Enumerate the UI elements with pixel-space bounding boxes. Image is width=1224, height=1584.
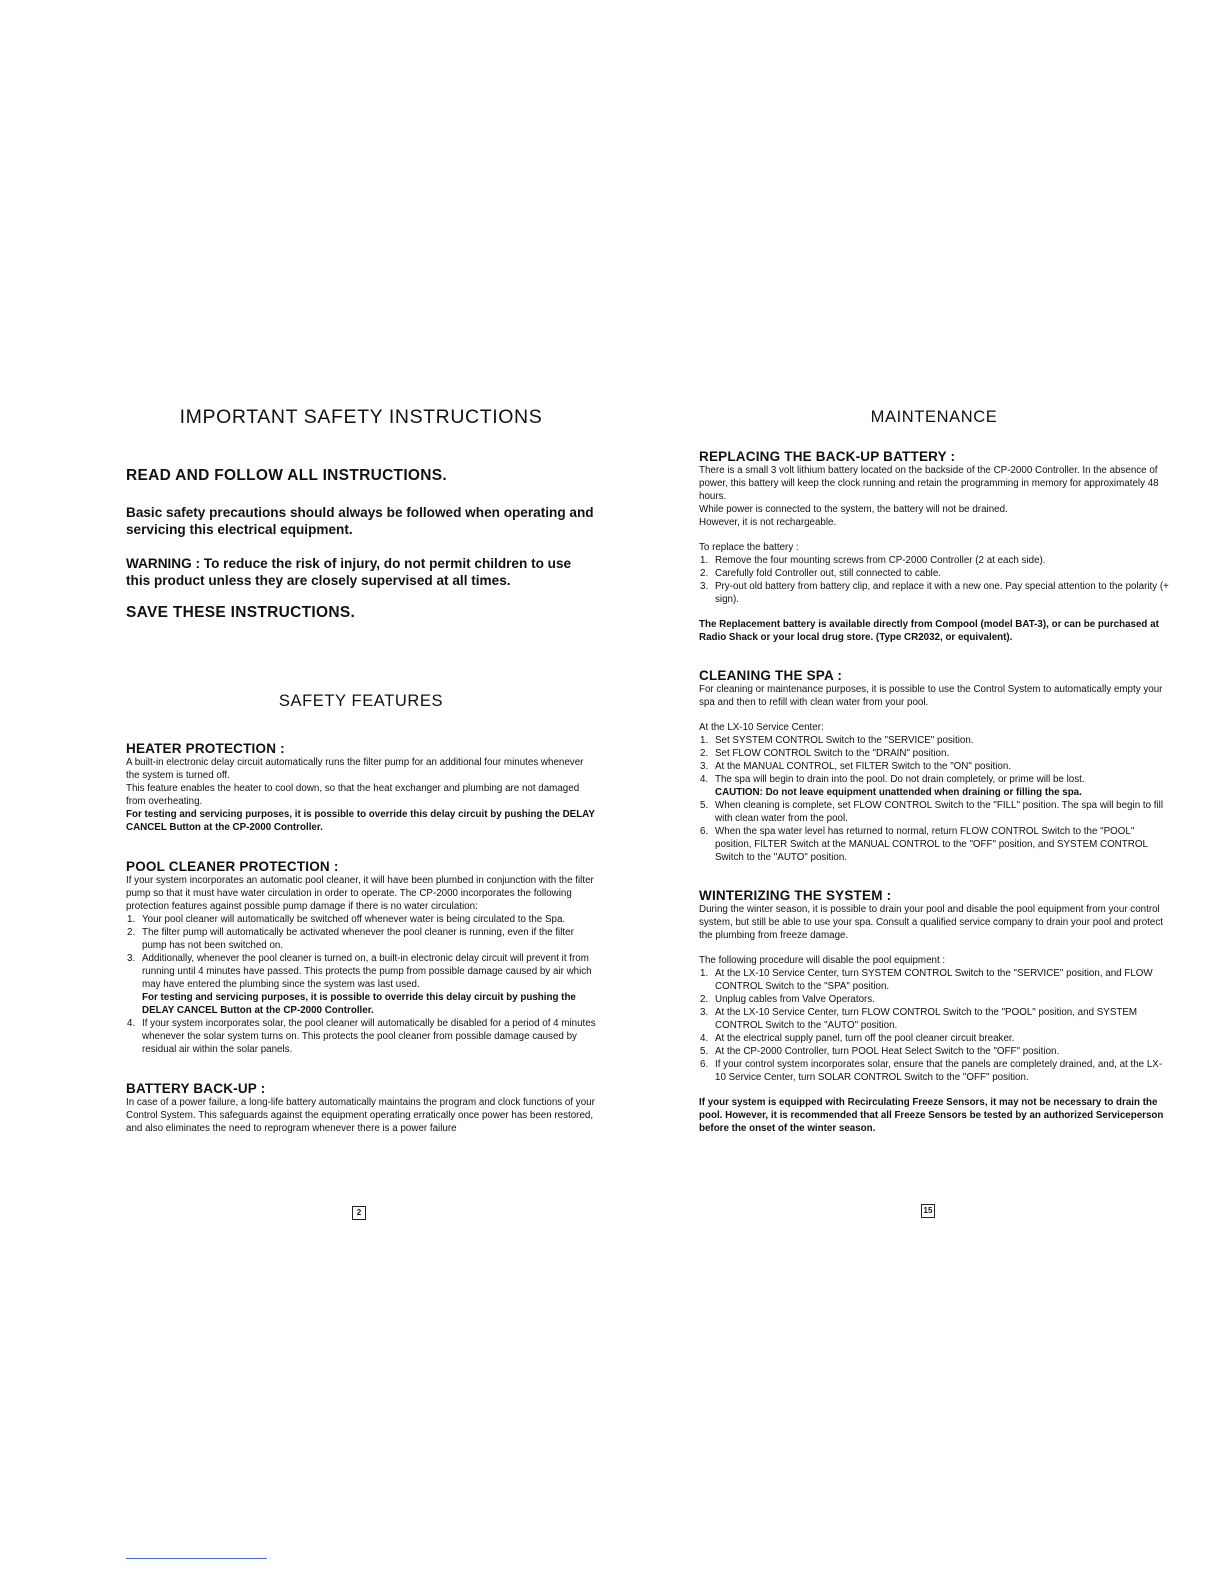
winterizing-p2: The following procedure will disable the pool equipment : <box>699 955 946 966</box>
replacing-p2: While power is connected to the system, the battery will not be drained. <box>699 504 1008 515</box>
to-replace: To replace the battery : <box>699 542 799 553</box>
list-item: 3. Pry-out old battery from battery clip, and replace it with a new one. Pay special attention to the polarity (+ sign). <box>700 581 1169 605</box>
replacing-battery-heading: REPLACING THE BACK-UP BATTERY : <box>699 449 956 464</box>
battery-backup-heading: BATTERY BACK-UP : <box>126 1081 266 1096</box>
safety-features-title: SAFETY FEATURES <box>278 692 444 710</box>
list-item: 4. At the electrical supply panel, turn off the pool cleaner circuit breaker. <box>700 1033 1015 1044</box>
pool-cleaner-intro: If your system incorporates an automatic pool cleaner, it will have been plumbed in conjunction with the filter pump so that it must have water circulation in order to operate. The CP-2000 incorporates the following protection features against possible pump damage if there is no water circulation: <box>126 875 594 912</box>
save-instructions-heading: SAVE THESE INSTRUCTIONS. <box>126 604 356 621</box>
basic-precautions: Basic safety precautions should always be followed when operating and servicing this electrical equipment. <box>126 505 594 537</box>
replacing-p1: There is a small 3 volt lithium battery located on the backside of the CP-2000 Controller. In the absence of power, this battery will keep the clock running and retain the programming in memory for approximately 48 hours. <box>699 465 1159 502</box>
list-item: 3. Additionally, whenever the pool cleaner is turned on, a built-in electronic delay circuit will prevent it from running until 4 minutes have passed. This protects the pump from possible damage caused by air which may have entered the plumbing since the system was last used. For testing and servicing purposes, it is possible to override this delay circuit by pushing the DELAY CANCEL Button at the CP-2000 Controller. <box>127 953 592 1016</box>
list-item: 6. When the spa water level has returned to normal, return FLOW CONTROL Switch to the "POOL" position, FILTER Switch at the MANUAL CONTROL to the "OFF" position, and SYSTEM CONTROL Switch to the "AUTO" position. <box>700 826 1148 863</box>
page-number-right: 15 <box>921 1204 935 1218</box>
warning-text: WARNING : To reduce the risk of injury, do not permit children to use this product unless they are closely supervised at all times. <box>126 556 572 588</box>
maintenance-title: MAINTENANCE <box>870 408 998 426</box>
winterizing-note: If your system is equipped with Recirculating Freeze Sensors, it may not be necessary to drain the pool. However, it is recommended that all Freeze Sensors be tested by an authorized Serviceperson before the onset of the winter season. <box>699 1097 1164 1134</box>
replacing-p3: However, it is not rechargeable. <box>699 517 837 528</box>
list-item: 6. If your control system incorporates solar, ensure that the panels are completely drained, and, at the LX-10 Service Center, turn SOLAR CONTROL Switch to the "OFF" position. <box>700 1059 1163 1083</box>
list-item: 5. When cleaning is complete, set FLOW CONTROL Switch to the "FILL" position. The spa will begin to fill with clean water from the pool. <box>700 800 1164 824</box>
replace-steps <box>699 554 1169 606</box>
footer-rule <box>126 1558 267 1559</box>
pool-cleaner-heading: POOL CLEANER PROTECTION : <box>126 859 339 874</box>
replacement-note: The Replacement battery is available directly from Compool (model BAT-3), or can be purchased at Radio Shack or your local drug store. (Type CR2032, or equivalent). <box>699 619 1159 643</box>
list-item: 3. At the MANUAL CONTROL, set FILTER Switch to the "ON" position. <box>700 761 1012 772</box>
heater-protection-heading: HEATER PROTECTION : <box>126 741 285 756</box>
list-item: 1. At the LX-10 Service Center, turn SYSTEM CONTROL Switch to the "SERVICE" position, and FLOW CONTROL Switch to the "SPA" position. <box>700 968 1153 992</box>
right-page <box>699 400 1169 1135</box>
list-item: 1. Set SYSTEM CONTROL Switch to the "SERVICE" position. <box>700 735 974 746</box>
list-item: 2. Carefully fold Controller out, still connected to cable. <box>700 568 941 579</box>
read-follow-heading: READ AND FOLLOW ALL INSTRUCTIONS. <box>126 467 448 484</box>
cleaning-p1: For cleaning or maintenance purposes, it is possible to use the Control System to automatically empty your spa and then to refill with clean water from your pool. <box>699 684 1163 708</box>
list-item: 2. Unplug cables from Valve Operators. <box>700 994 875 1005</box>
heater-p1: A built-in electronic delay circuit automatically runs the filter pump for an additional four minutes whenever the system is turned off. <box>126 757 584 781</box>
page-number-left: 2 <box>352 1206 366 1220</box>
cleaning-spa-heading: CLEANING THE SPA : <box>699 668 843 683</box>
winterizing-heading: WINTERIZING THE SYSTEM : <box>699 888 892 903</box>
heater-p3: For testing and servicing purposes, it is possible to override this delay circuit by pushing the DELAY CANCEL Button at the CP-2000 Controller. <box>126 809 595 833</box>
list-item: 2. Set FLOW CONTROL Switch to the "DRAIN" position. <box>700 748 950 759</box>
list-item: 4. If your system incorporates solar, the pool cleaner will automatically be disabled for a period of 4 minutes whenever the solar system turns on. This protects the pool cleaner from possible damage caused by residual air within the solar panels. <box>127 1018 596 1055</box>
pool-cleaner-list <box>126 913 596 1056</box>
list-item: 5. At the CP-2000 Controller, turn POOL Heat Select Switch to the "OFF" position. <box>700 1046 1060 1057</box>
battery-p1: In case of a power failure, a long-life battery automatically maintains the program and clock functions of your Control System. This safeguards against the equipment operating erratically once power has been restored, and also eliminates the need to reprogram whenever there is a power failure <box>126 1097 595 1134</box>
cleaning-p2: At the LX-10 Service Center: <box>699 722 824 733</box>
heater-p2: This feature enables the heater to cool down, so that the heat exchanger and plumbing are not damaged from overheating. <box>126 783 580 807</box>
winterizing-p1: During the winter season, it is possible to drain your pool and disable the pool equipment from your control system, but still be able to use your spa. Consult a qualified service company to drain your pool and protect the plumbing from freeze damage. <box>699 904 1163 941</box>
page-title: IMPORTANT SAFETY INSTRUCTIONS <box>179 406 543 428</box>
winterizing-steps <box>699 967 1169 1084</box>
list-item: 1. Your pool cleaner will automatically be switched off whenever water is being circulated to the Spa. <box>127 914 566 925</box>
list-item: 2. The filter pump will automatically be activated whenever the pool cleaner is running, even if the filter pump has not been switched on. <box>127 927 574 951</box>
list-item: 3. At the LX-10 Service Center, turn FLOW CONTROL Switch to the "POOL" position, and SYSTEM CONTROL Switch to the "AUTO" position. <box>700 1007 1138 1031</box>
list-item: 4. The spa will begin to drain into the pool. Do not drain completely, or prime will be lost. CAUTION: Do not leave equipment unattended when draining or filling the spa. <box>700 774 1085 798</box>
list-item: 1. Remove the four mounting screws from CP-2000 Controller (2 at each side). <box>700 555 1046 566</box>
left-page <box>126 400 596 1135</box>
cleaning-steps <box>699 734 1169 864</box>
